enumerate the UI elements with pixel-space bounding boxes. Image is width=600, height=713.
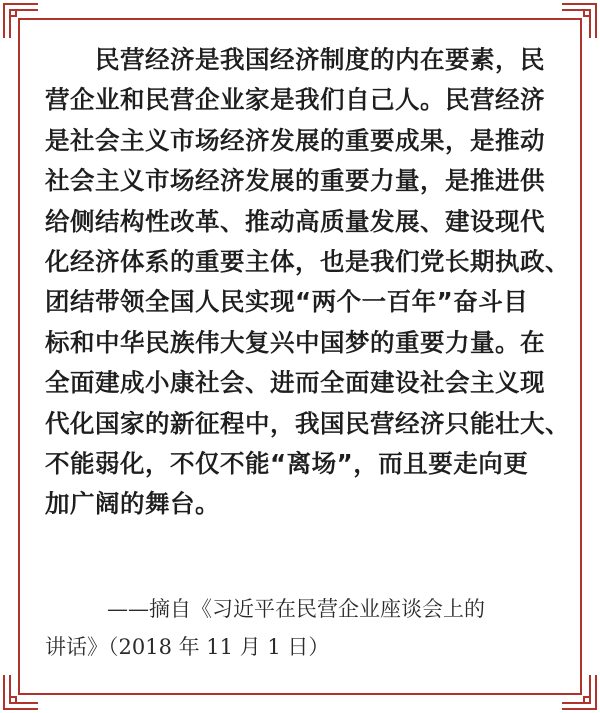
quote-line: 社会主义市场经济发展的重要力量，是推进供 — [45, 166, 545, 196]
quote-line: 团结带领全国人民实现“两个一百年”奋斗目 — [45, 287, 529, 317]
quote-line: 标和中华民族伟大复兴中国梦的重要力量。在 — [45, 327, 545, 357]
quote-line: 化经济体系的重要主体，也是我们党长期执政、 — [45, 247, 570, 277]
quote-paragraph — [45, 40, 570, 525]
quote-line: 给侧结构性改革、推动高质量发展、建设现代 — [45, 206, 545, 236]
quote-line: 全面建成小康社会、进而全面建设社会主义现 — [45, 368, 545, 398]
source-citation — [45, 590, 565, 666]
corner-ornament-icon — [2, 2, 40, 40]
corner-ornament-icon — [2, 673, 40, 711]
source-line-2: 讲话》（2018 年 11 月 1 日） — [45, 635, 330, 659]
corner-ornament-icon — [560, 673, 598, 711]
quote-line: 营企业和民营企业家是我们自己人。民营经济 — [45, 85, 545, 115]
quote-line: 代化国家的新征程中，我国民营经济只能壮大、 — [45, 408, 570, 438]
quote-line: 加广阔的舞台。 — [45, 489, 220, 519]
quote-line: 民营经济是我国经济制度的内在要素，民 — [45, 45, 545, 74]
corner-ornament-icon — [560, 2, 598, 40]
quote-line: 不能弱化，不仅不能“离场”，而且要走向更 — [45, 449, 529, 479]
source-line-1: ——摘自《习近平在民营企业座谈会上的 — [107, 597, 485, 621]
quote-line: 是社会主义市场经济发展的重要成果，是推动 — [45, 125, 545, 155]
